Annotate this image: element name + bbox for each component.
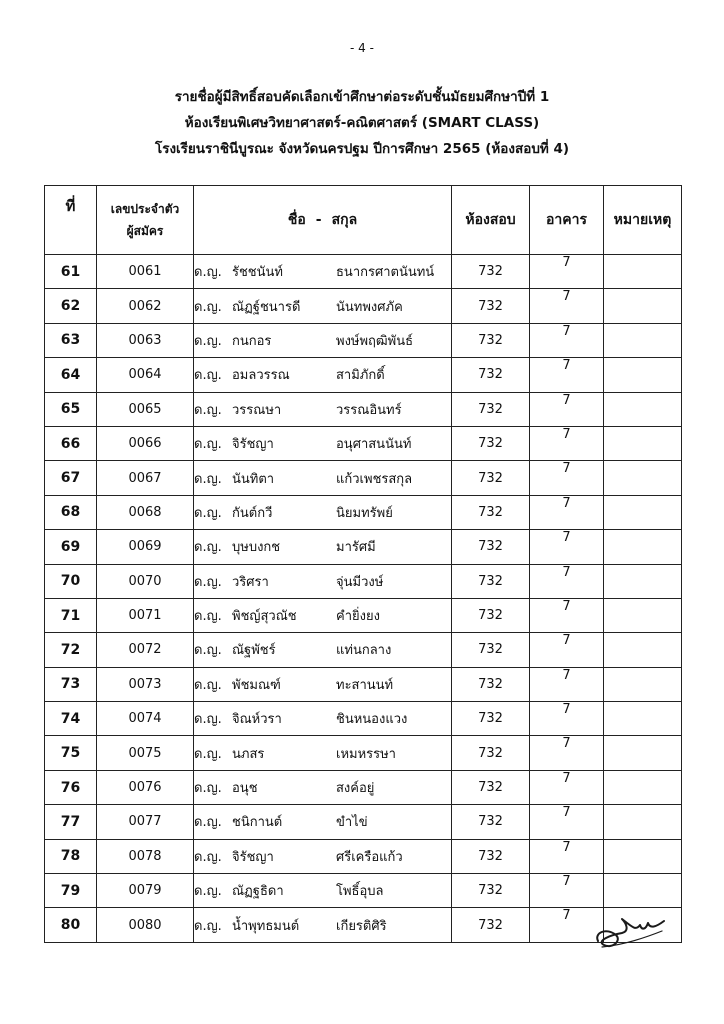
cell-exam-room: 732	[452, 426, 530, 460]
header-applicant-id-line1: เลขประจำตัว	[110, 202, 180, 216]
cell-applicant-id: 0077	[97, 805, 194, 839]
cell-no: 67	[45, 461, 97, 495]
name-prefix: ด.ญ.	[194, 712, 222, 728]
cell-exam-room: 732	[452, 667, 530, 701]
last-name: คำยิ่งยง	[336, 609, 380, 625]
cell-exam-room: 732	[452, 736, 530, 770]
cell-no: 66	[45, 426, 97, 460]
first-name: บุษบงกช	[232, 540, 281, 556]
last-name: ชินหนองแวง	[336, 712, 408, 728]
cell-applicant-id: 0074	[97, 702, 194, 736]
cell-name	[194, 839, 452, 873]
last-name: จุ่นมีวงษ์	[336, 574, 384, 590]
cell-exam-room: 732	[452, 495, 530, 529]
cell-exam-room: 732	[452, 289, 530, 323]
header-name-last: สกุล	[331, 212, 358, 228]
header-applicant-id-line2: ผู้สมัคร	[126, 224, 164, 238]
last-name: สามิภักดิ์	[336, 368, 385, 384]
cell-name	[194, 736, 452, 770]
cell-note	[604, 358, 682, 392]
cell-name	[194, 495, 452, 529]
table-row	[45, 495, 682, 529]
cell-exam-room: 732	[452, 255, 530, 289]
cell-name	[194, 426, 452, 460]
name-prefix: ด.ญ.	[194, 574, 222, 590]
cell-note	[604, 874, 682, 908]
cell-no: 74	[45, 702, 97, 736]
cell-building: 7	[530, 839, 604, 873]
header-note: หมายเหตุ	[604, 186, 682, 255]
cell-note	[604, 289, 682, 323]
cell-applicant-id: 0063	[97, 323, 194, 357]
first-name: วรรณษา	[232, 402, 282, 418]
cell-building: 7	[530, 530, 604, 564]
cell-no: 64	[45, 358, 97, 392]
cell-building: 7	[530, 358, 604, 392]
table-row	[45, 461, 682, 495]
last-name: เหมหรรษา	[336, 746, 396, 762]
last-name: ทะสานนท์	[336, 677, 394, 693]
cell-note	[604, 770, 682, 804]
cell-name	[194, 667, 452, 701]
cell-building: 7	[530, 495, 604, 529]
cell-name	[194, 874, 452, 908]
cell-applicant-id: 0073	[97, 667, 194, 701]
cell-note	[604, 323, 682, 357]
cell-applicant-id: 0065	[97, 392, 194, 426]
last-name: วรรณอินทร์	[336, 402, 402, 418]
cell-no: 79	[45, 874, 97, 908]
title-line-2: ห้องเรียนพิเศษวิทยาศาสตร์-คณิตศาสตร์ (SMART CLASS)	[184, 115, 540, 131]
cell-no: 68	[45, 495, 97, 529]
cell-name	[194, 461, 452, 495]
cell-note	[604, 255, 682, 289]
last-name: มารัศมี	[336, 540, 376, 556]
cell-exam-room: 732	[452, 564, 530, 598]
cell-building: 7	[530, 255, 604, 289]
cell-building: 7	[530, 598, 604, 632]
name-prefix: ด.ญ.	[194, 437, 222, 453]
cell-applicant-id: 0078	[97, 839, 194, 873]
cell-name	[194, 908, 452, 942]
header-name-separator: -	[315, 212, 322, 228]
name-prefix: ด.ญ.	[194, 609, 222, 625]
cell-exam-room: 732	[452, 358, 530, 392]
table-header-row	[45, 186, 682, 255]
cell-exam-room: 732	[452, 839, 530, 873]
cell-applicant-id: 0067	[97, 461, 194, 495]
header-name-first: ชื่อ	[287, 212, 306, 228]
cell-applicant-id: 0066	[97, 426, 194, 460]
cell-building: 7	[530, 667, 604, 701]
last-name: แก้วเพชรสกุล	[336, 471, 413, 487]
cell-note	[604, 633, 682, 667]
cell-no: 75	[45, 736, 97, 770]
cell-name	[194, 255, 452, 289]
cell-exam-room: 732	[452, 770, 530, 804]
cell-name	[194, 358, 452, 392]
first-name: วริศรา	[232, 574, 269, 590]
table-row	[45, 530, 682, 564]
cell-note	[604, 805, 682, 839]
last-name: ขำไข่	[336, 815, 368, 831]
table-row	[45, 702, 682, 736]
cell-exam-room: 732	[452, 805, 530, 839]
cell-building: 7	[530, 426, 604, 460]
cell-name	[194, 289, 452, 323]
cell-exam-room: 732	[452, 323, 530, 357]
cell-name	[194, 323, 452, 357]
first-name: ณัฐพัชร์	[232, 643, 276, 659]
last-name: ศรีเครือแก้ว	[336, 849, 403, 865]
cell-note	[604, 598, 682, 632]
name-prefix: ด.ญ.	[194, 540, 222, 556]
cell-applicant-id: 0069	[97, 530, 194, 564]
cell-building: 7	[530, 908, 604, 942]
name-prefix: ด.ญ.	[194, 333, 222, 349]
name-prefix: ด.ญ.	[194, 505, 222, 521]
cell-no: 76	[45, 770, 97, 804]
cell-note	[604, 839, 682, 873]
cell-name	[194, 805, 452, 839]
cell-building: 7	[530, 736, 604, 770]
cell-building: 7	[530, 805, 604, 839]
last-name: สงค์อยู่	[336, 781, 375, 797]
header-building: อาคาร	[530, 186, 604, 255]
table-row	[45, 255, 682, 289]
cell-note	[604, 564, 682, 598]
cell-exam-room: 732	[452, 908, 530, 942]
last-name: อนุศาสนนันท์	[336, 437, 412, 453]
applicant-table	[44, 185, 682, 943]
cell-note	[604, 667, 682, 701]
table-row	[45, 839, 682, 873]
first-name: น้ำพุทธมนต์	[232, 918, 300, 934]
cell-exam-room: 732	[452, 530, 530, 564]
cell-building: 7	[530, 874, 604, 908]
name-prefix: ด.ญ.	[194, 265, 222, 281]
table-row	[45, 392, 682, 426]
cell-name	[194, 392, 452, 426]
cell-note	[604, 461, 682, 495]
first-name: ณัฏฐ์ชนารดี	[232, 299, 301, 315]
first-name: อนุช	[232, 781, 258, 797]
title-line-3: โรงเรียนราชินีบูรณะ จังหวัดนครปฐม ปีการศึกษา 2565 (ห้องสอบที่ 4)	[154, 141, 570, 157]
last-name: แท่นกลาง	[336, 643, 392, 659]
cell-note	[604, 736, 682, 770]
table-row	[45, 908, 682, 942]
cell-applicant-id: 0079	[97, 874, 194, 908]
cell-building: 7	[530, 564, 604, 598]
cell-exam-room: 732	[452, 874, 530, 908]
cell-note	[604, 495, 682, 529]
cell-no: 78	[45, 839, 97, 873]
cell-name	[194, 702, 452, 736]
last-name: นันทพงศภัค	[336, 299, 403, 315]
cell-no: 61	[45, 255, 97, 289]
first-name: กนกอร	[232, 333, 272, 349]
cell-no: 63	[45, 323, 97, 357]
cell-building: 7	[530, 633, 604, 667]
cell-note	[604, 426, 682, 460]
table-row	[45, 667, 682, 701]
cell-exam-room: 732	[452, 633, 530, 667]
name-prefix: ด.ญ.	[194, 471, 222, 487]
name-prefix: ด.ญ.	[194, 815, 222, 831]
cell-exam-room: 732	[452, 392, 530, 426]
cell-name	[194, 633, 452, 667]
cell-no: 72	[45, 633, 97, 667]
table-row	[45, 805, 682, 839]
cell-name	[194, 564, 452, 598]
first-name: พิชญ์สุวณัช	[232, 609, 297, 625]
first-name: อมลวรรณ	[232, 368, 290, 384]
cell-applicant-id: 0076	[97, 770, 194, 804]
document-title	[0, 84, 724, 162]
header-exam-room: ห้องสอบ	[452, 186, 530, 255]
first-name: รัชชนันท์	[232, 265, 283, 281]
table-row	[45, 323, 682, 357]
cell-note	[604, 530, 682, 564]
cell-name	[194, 770, 452, 804]
first-name: จิรัชญา	[232, 437, 274, 453]
cell-no: 80	[45, 908, 97, 942]
name-prefix: ด.ญ.	[194, 884, 222, 900]
title-line-1: รายชื่อผู้มีสิทธิ์สอบคัดเลือกเข้าศึกษาต่อระดับชั้นมัธยมศึกษาปีที่ 1	[174, 89, 550, 105]
cell-building: 7	[530, 289, 604, 323]
table-row	[45, 874, 682, 908]
cell-no: 65	[45, 392, 97, 426]
cell-note	[604, 392, 682, 426]
cell-applicant-id: 0061	[97, 255, 194, 289]
name-prefix: ด.ญ.	[194, 781, 222, 797]
first-name: ณัฏฐธิดา	[232, 884, 284, 900]
cell-applicant-id: 0072	[97, 633, 194, 667]
header-name	[194, 186, 452, 255]
first-name: กันต์กวี	[232, 505, 273, 521]
cell-no: 77	[45, 805, 97, 839]
last-name: เกียรติศิริ	[336, 918, 387, 934]
cell-applicant-id: 0080	[97, 908, 194, 942]
first-name: จิรัชญา	[232, 849, 274, 865]
last-name: โพธิ์อุบล	[336, 884, 384, 900]
name-prefix: ด.ญ.	[194, 849, 222, 865]
table-body	[45, 255, 682, 943]
cell-exam-room: 732	[452, 598, 530, 632]
cell-no: 69	[45, 530, 97, 564]
cell-building: 7	[530, 770, 604, 804]
cell-building: 7	[530, 392, 604, 426]
name-prefix: ด.ญ.	[194, 677, 222, 693]
cell-exam-room: 732	[452, 702, 530, 736]
cell-no: 71	[45, 598, 97, 632]
first-name: นภสร	[232, 746, 265, 762]
table-row	[45, 598, 682, 632]
first-name: นันทิตา	[232, 471, 275, 487]
name-prefix: ด.ญ.	[194, 368, 222, 384]
cell-applicant-id: 0071	[97, 598, 194, 632]
cell-note	[604, 702, 682, 736]
table-row	[45, 426, 682, 460]
table-row	[45, 770, 682, 804]
signature	[592, 905, 672, 951]
first-name: จิณห์วรา	[232, 712, 282, 728]
cell-no: 73	[45, 667, 97, 701]
cell-name	[194, 530, 452, 564]
last-name: พงษ์พฤฒิพันธ์	[336, 333, 414, 349]
table-row	[45, 289, 682, 323]
last-name: นิยมทรัพย์	[336, 505, 393, 521]
cell-no: 70	[45, 564, 97, 598]
table-row	[45, 736, 682, 770]
cell-building: 7	[530, 323, 604, 357]
cell-no: 62	[45, 289, 97, 323]
table-row	[45, 358, 682, 392]
cell-name	[194, 598, 452, 632]
name-prefix: ด.ญ.	[194, 746, 222, 762]
header-applicant-id	[97, 186, 194, 255]
last-name: ธนากรศาตนันทน์	[336, 265, 435, 281]
name-prefix: ด.ญ.	[194, 299, 222, 315]
name-prefix: ด.ญ.	[194, 402, 222, 418]
page-number: - 4 -	[350, 41, 374, 55]
cell-building: 7	[530, 702, 604, 736]
header-no: ที่	[45, 186, 97, 255]
cell-building: 7	[530, 461, 604, 495]
cell-applicant-id: 0064	[97, 358, 194, 392]
table-row	[45, 564, 682, 598]
cell-applicant-id: 0062	[97, 289, 194, 323]
cell-applicant-id: 0075	[97, 736, 194, 770]
cell-applicant-id: 0068	[97, 495, 194, 529]
cell-exam-room: 732	[452, 461, 530, 495]
first-name: พัชมณฑ์	[232, 677, 281, 693]
table-row	[45, 633, 682, 667]
name-prefix: ด.ญ.	[194, 643, 222, 659]
name-prefix: ด.ญ.	[194, 918, 222, 934]
cell-applicant-id: 0070	[97, 564, 194, 598]
first-name: ชนิกานต์	[232, 815, 283, 831]
